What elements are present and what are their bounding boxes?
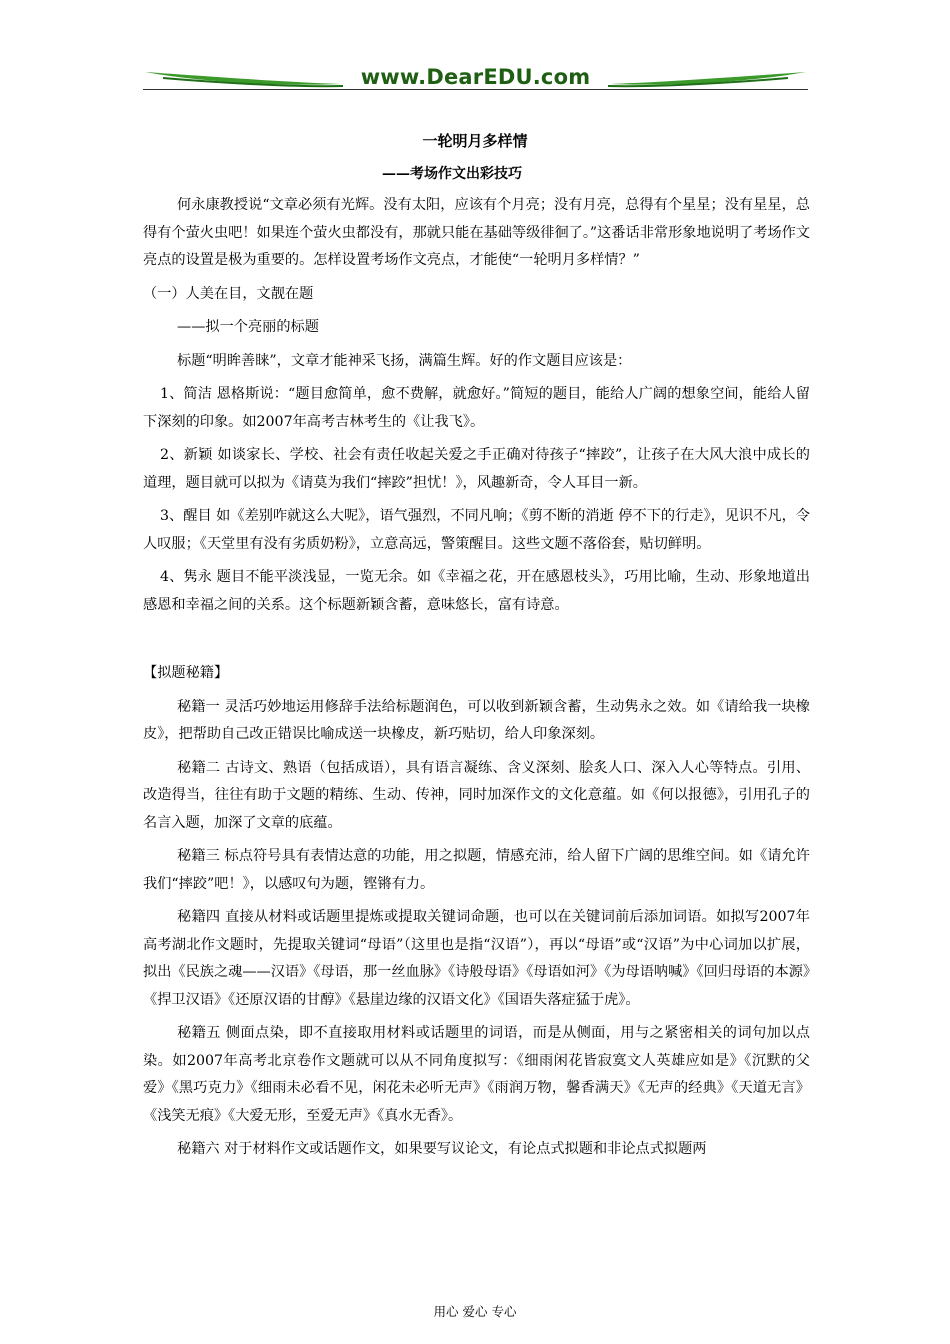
secret-paragraph: 秘籍一 灵活巧妙地运用修辞手法给标题润色，可以收到新颖含蓄，生动隽永之效。如《请给我一块橡皮》，把帮助自己改正错误比喻成送一块橡皮，新巧贴切，给人印象深刻。 — [143, 698, 810, 742]
secret-paragraph: 秘籍三 标点符号具有表情达意的功能，用之拟题，情感充沛，给人留下广阔的思维空间。如《请允许我们“摔跤”吧！》，以感叹句为题，铿锵有力。 — [143, 848, 810, 892]
body-paragraph: 标题“明眸善睐”，文章才能神采飞扬，满篇生辉。好的作文题目应该是： — [177, 352, 632, 369]
intro-paragraph: 何永康教授说“文章必须有光辉。没有太阳，应该有个月亮；没有月亮，总得有个星星；没有星星，总得有个萤火虫吧！如果连个萤火虫都没有，那就只能在基础等级徘徊了。”这番话非常形象地说明了考场作文亮点的设置是极为重要的。怎样设置考场作文亮点，才能使“一轮明月多样情？” — [143, 197, 810, 268]
spacer — [143, 625, 810, 660]
page-footer: 用心 爱心 专心 — [433, 1304, 517, 1319]
section-heading: （一）人美在目，文靓在题 — [143, 285, 314, 302]
site-logo-text: www.DearEDU.com — [360, 65, 591, 89]
section-subheading: ——拟一个亮丽的标题 — [177, 319, 319, 335]
secret-paragraph: 秘籍四 直接从材料或话题里提炼或提取关键词命题，也可以在关键词前后添加词语。如拟写2007年高考湖北作文题时，先提取关键词“母语”（这里也是指“汉语”），再以“母语”或“汉语”为中心词加以扩展，拟出《民族之魂——汉语》《母语，那一丝血脉》《诗般母语》《母语如河》《为母语呐喊》《回归母语的本源》《捍卫汉语》《还原汉语的甘醇》《悬崖边缘的汉语文化》《国语失落症猛于虎》。 — [143, 909, 810, 1008]
list-item: 2、新颖 如谈家长、学校、社会有责任收起关爱之手正确对待孩子“摔跤”，让孩子在大风大浪中成长的道理，题目就可以拟为《请莫为我们“摔跤”担忧！》，风趣新奇，令人耳目一新。 — [143, 447, 810, 491]
header-divider — [143, 89, 808, 90]
page-subtitle: ——考场作文出彩技巧 — [382, 166, 522, 182]
secrets-heading: 【拟题秘籍】 — [143, 665, 229, 681]
page-title: 一轮明月多样情 — [422, 132, 528, 150]
list-item: 3、醒目 如《差别咋就这么大呢》，语气强烈，不同凡响；《剪不断的消逝 停不下的行走》，见识不凡，令人叹服；《天堂里有没有劣质奶粉》，立意高远，警策醒目。这些文题不落俗套，贴切鲜明。 — [143, 508, 810, 552]
list-item: 1、简洁 恩格斯说：“题目愈简单，愈不费解，就愈好。”简短的题目，能给人广阔的想象空间，能给人留下深刻的印象。如2007年高考吉林考生的《让我飞》。 — [143, 386, 810, 430]
article-body — [143, 192, 810, 1170]
secret-paragraph: 秘籍六 对于材料作文或话题作文，如果要写议论文，有论点式拟题和非论点式拟题两 — [177, 1141, 707, 1157]
list-item: 4、隽永 题目不能平淡浅显，一览无余。如《幸福之花，开在感恩枝头》，巧用比喻，生动、形象地道出感恩和幸福之间的关系。这个标题新颖含蓄，意味悠长，富有诗意。 — [143, 569, 810, 613]
secret-paragraph: 秘籍五 侧面点染，即不直接取用材料或话题里的词语，而是从侧面，用与之紧密相关的词句加以点染。如2007年高考北京卷作文题就可以从不同角度拟写：《细雨闲花皆寂寞文人英雄应如是》《沉默的父爱》《黑巧克力》《细雨未必看不见，闲花未必听无声》《雨润万物，馨香满天》《无声的经典》《天道无言》《浅笑无痕》《大爱无形，至爱无声》《真水无香》。 — [143, 1025, 810, 1124]
secret-paragraph: 秘籍二 古诗文、熟语（包括成语），具有语言凝练、含义深刻、脍炙人口、深入人心等特点。引用、改造得当，往往有助于文题的精练、生动、传神，同时加深作文的文化意蕴。如《何以报德》，引用孔子的名言入题，加深了文章的底蕴。 — [143, 759, 810, 831]
